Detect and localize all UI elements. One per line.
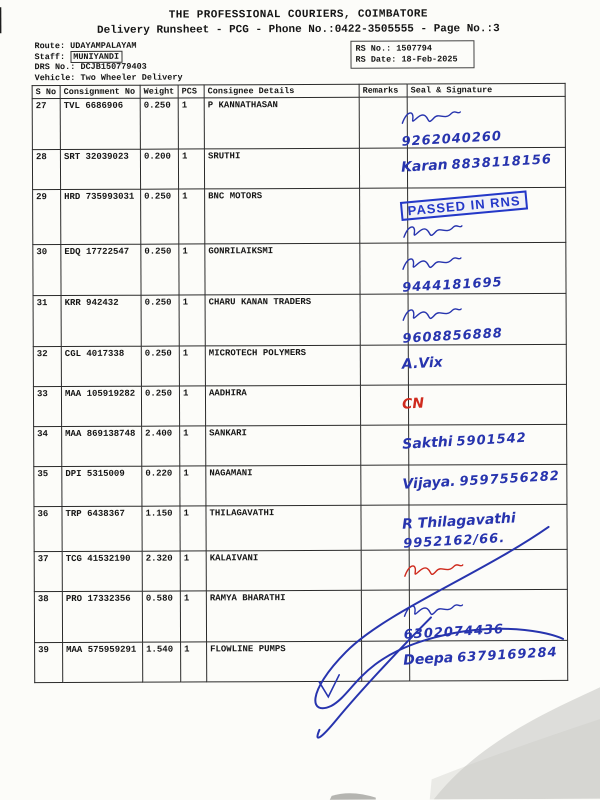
signature-phone-number: 8838118156 xyxy=(451,151,553,173)
table-row xyxy=(34,589,567,642)
table-row xyxy=(33,293,566,346)
cell-pcs: 1 xyxy=(179,346,205,386)
cell-consignee: KALAIVANI xyxy=(206,550,361,591)
signature-name: R Thilagavathi xyxy=(401,510,517,533)
signature-name: Deepa xyxy=(402,649,454,669)
cell-seal-signature xyxy=(402,293,566,347)
table-row xyxy=(33,187,566,244)
cell-consignment-no: TVL 6686906 xyxy=(60,98,140,149)
table-row xyxy=(34,424,567,466)
signature-phone-number: 9444181695 xyxy=(401,275,504,296)
cell-pcs: 1 xyxy=(180,426,206,466)
col-pcs: PCS xyxy=(178,85,204,98)
route-label: Route: xyxy=(34,41,66,52)
signature-area xyxy=(402,508,565,552)
cell-consignment-no: SRT 32039023 xyxy=(60,149,140,189)
cell-consignee: FLOWLINE PUMPS xyxy=(207,641,362,682)
table-row xyxy=(34,504,567,551)
passed-in-rns-stamp: PASSED IN RNS xyxy=(400,190,528,221)
cell-pcs: 1 xyxy=(179,189,205,244)
runsheet-body xyxy=(32,96,568,682)
signature-phone-number: 6379169284 xyxy=(456,644,558,666)
cell-weight: 0.250 xyxy=(141,189,179,244)
col-consignee: Consignee Details xyxy=(204,84,359,98)
cell-consignment-no: EDQ 17722547 xyxy=(61,244,141,295)
col-remarks: Remarks xyxy=(359,84,407,97)
vehicle-label: Vehicle: xyxy=(34,72,76,83)
table-row xyxy=(32,96,565,149)
cell-consignee: SRUTHI xyxy=(204,148,359,189)
table-row xyxy=(35,640,568,682)
cell-consignment-no: KRR 942432 xyxy=(61,295,141,346)
company-title: THE PROFESSIONAL COURIERS, COIMBATORE xyxy=(168,8,428,22)
drs-line xyxy=(35,62,183,73)
drs-label: DRS No.: xyxy=(34,61,76,73)
cell-pcs: 1 xyxy=(180,466,206,506)
col-seal-signature: Seal & Signature xyxy=(407,83,565,97)
signature-area xyxy=(402,593,565,643)
cell-consignee: SANKARI xyxy=(206,425,361,466)
signature-phone-number: 9608856888 xyxy=(402,326,504,347)
cell-seal-signature xyxy=(401,384,566,425)
cell-weight: 0.250 xyxy=(140,98,178,149)
cell-weight: 0.200 xyxy=(140,149,178,189)
cell-seal-signature xyxy=(401,424,567,465)
signature-squiggle-icon xyxy=(400,251,463,276)
cell-weight: 0.250 xyxy=(141,295,179,346)
cell-sno: 31 xyxy=(33,296,61,347)
staff-line xyxy=(34,51,182,62)
signature-name: Vijaya. xyxy=(402,473,456,493)
cell-consignee: CHARU KANAN TRADERS xyxy=(205,294,360,346)
cell-sno: 27 xyxy=(32,99,60,150)
rs-date-label: RS Date: xyxy=(355,54,397,65)
rs-no-value: 1507794 xyxy=(396,43,433,54)
cell-consignee: AADHIRA xyxy=(205,385,360,426)
signature-area xyxy=(401,151,563,176)
cell-seal-signature xyxy=(409,549,567,590)
cell-sno: 30 xyxy=(33,245,61,296)
drs-value: DCJB150779403 xyxy=(80,61,147,72)
col-weight: Weight xyxy=(140,85,178,98)
cell-weight: 1.150 xyxy=(142,506,180,551)
cell-consignee: P KANNATHASAN xyxy=(204,97,359,149)
meta-block xyxy=(34,41,182,84)
cell-consignee: NAGAMANI xyxy=(206,465,361,506)
signature-area xyxy=(400,246,563,296)
cell-consignment-no: MAA 869138748 xyxy=(62,426,142,466)
cell-consignment-no: MAA 105919282 xyxy=(61,386,141,426)
rs-no-label: RS No.: xyxy=(355,43,392,54)
cell-sno: 28 xyxy=(32,150,60,190)
signature-name: Sakthi xyxy=(401,433,453,453)
table-row xyxy=(33,344,566,386)
cell-weight: 2.400 xyxy=(142,426,180,466)
cell-sno: 38 xyxy=(34,592,62,643)
cell-seal-signature xyxy=(402,464,567,505)
rs-date-value: 18-Feb-2025 xyxy=(401,54,458,65)
cell-seal-signature xyxy=(403,589,567,643)
table-row xyxy=(32,147,565,189)
cell-pcs: 1 xyxy=(180,506,206,551)
signature-area xyxy=(402,428,564,453)
cell-pcs: 1 xyxy=(178,149,204,189)
signature-phone-number: 6302074436 xyxy=(403,622,505,643)
signature-area xyxy=(402,553,564,584)
cell-pcs: 1 xyxy=(178,98,204,149)
staff-value: MUNIYANDI xyxy=(70,50,122,62)
cell-seal-signature xyxy=(401,96,565,150)
signature-area xyxy=(400,100,563,150)
signature-squiggle-icon xyxy=(400,105,463,130)
signature-area xyxy=(403,644,565,669)
cell-sno: 35 xyxy=(34,467,62,507)
cell-seal-signature xyxy=(401,504,567,552)
cell-seal-signature xyxy=(401,344,566,385)
col-consignment: Consignment No xyxy=(60,85,140,98)
signature-phone-number: 9262040260 xyxy=(401,129,503,150)
signature-area xyxy=(402,468,564,493)
cell-pcs: 1 xyxy=(179,386,205,426)
cell-consignee: RAMYA BHARATHI xyxy=(206,590,361,642)
runsheet-table xyxy=(32,83,569,683)
cell-consignment-no: PRO 17332356 xyxy=(62,591,142,642)
rs-info-box xyxy=(350,40,474,69)
cell-seal-signature xyxy=(400,147,565,188)
signature-name: Karan xyxy=(400,157,449,176)
cell-weight: 0.220 xyxy=(142,466,180,506)
cell-sno: 34 xyxy=(34,427,62,467)
col-sno: S No xyxy=(32,86,60,99)
cell-weight: 0.250 xyxy=(141,244,179,295)
cell-weight: 0.250 xyxy=(141,346,179,386)
table-row xyxy=(34,549,567,591)
cell-seal-signature xyxy=(408,187,566,243)
signature-area xyxy=(401,297,564,347)
cell-pcs: 1 xyxy=(180,551,206,591)
cell-sno: 36 xyxy=(34,507,62,552)
cell-weight: 0.250 xyxy=(141,386,179,426)
cell-consignment-no: TRP 6438367 xyxy=(62,506,142,551)
signature-squiggle-icon xyxy=(401,219,464,244)
signature-name: A.Vix xyxy=(401,354,444,373)
signature-name: CN xyxy=(401,395,425,413)
cell-consignee: BNC MOTORS xyxy=(205,188,360,244)
cell-consignment-no: DPI 5315009 xyxy=(62,466,142,506)
cell-pcs: 1 xyxy=(180,591,206,642)
cell-weight: 2.320 xyxy=(142,551,180,591)
cell-consignment-no: CGL 4017338 xyxy=(61,346,141,386)
rs-no-line xyxy=(355,43,469,54)
cell-weight: 0.580 xyxy=(142,591,180,642)
signature-area xyxy=(400,191,563,245)
cell-seal-signature xyxy=(401,242,566,296)
cell-pcs: 1 xyxy=(181,642,207,682)
signature-squiggle-icon xyxy=(402,558,465,583)
cell-sno: 33 xyxy=(33,387,61,427)
cell-consignee: THILAGAVATHI xyxy=(206,505,361,551)
signature-squiggle-icon xyxy=(402,598,465,623)
signature-squiggle-icon xyxy=(401,302,464,327)
table-row xyxy=(34,464,567,506)
cell-consignee: GONRILAIKSMI xyxy=(205,243,360,295)
signature-area xyxy=(402,388,564,413)
signature-phone-number: 9952162/66. xyxy=(402,530,506,552)
cell-consignee: MICROTECH POLYMERS xyxy=(205,345,360,386)
vehicle-line xyxy=(35,72,183,83)
cell-pcs: 1 xyxy=(179,244,205,295)
cell-pcs: 1 xyxy=(179,295,205,346)
signature-area xyxy=(402,348,564,373)
cell-sno: 32 xyxy=(33,347,61,387)
cell-seal-signature xyxy=(402,640,568,681)
signature-phone-number: 9597556282 xyxy=(459,468,561,490)
table-row xyxy=(33,242,566,295)
signature-phone-number: 5901542 xyxy=(456,430,528,450)
route-value: UDAYAMPALAYAM xyxy=(70,40,137,51)
cell-sno: 37 xyxy=(34,552,62,592)
cell-weight: 1.540 xyxy=(143,642,181,682)
vehicle-value: Two Wheeler Delivery xyxy=(80,72,183,83)
cell-consignment-no: HRD 735993031 xyxy=(61,189,141,244)
cell-consignment-no: TCG 41532190 xyxy=(62,551,142,591)
cell-consignment-no: MAA 575959291 xyxy=(63,642,143,682)
table-row xyxy=(33,384,566,426)
cell-sno: 39 xyxy=(35,643,63,683)
staff-label: Staff: xyxy=(34,51,66,62)
cell-sno: 29 xyxy=(33,190,61,245)
rs-date-line xyxy=(355,54,469,65)
runsheet-subtitle: Delivery Runsheet - PCG - Phone No.:0422-3505555 - Page No.:3 xyxy=(97,23,500,37)
